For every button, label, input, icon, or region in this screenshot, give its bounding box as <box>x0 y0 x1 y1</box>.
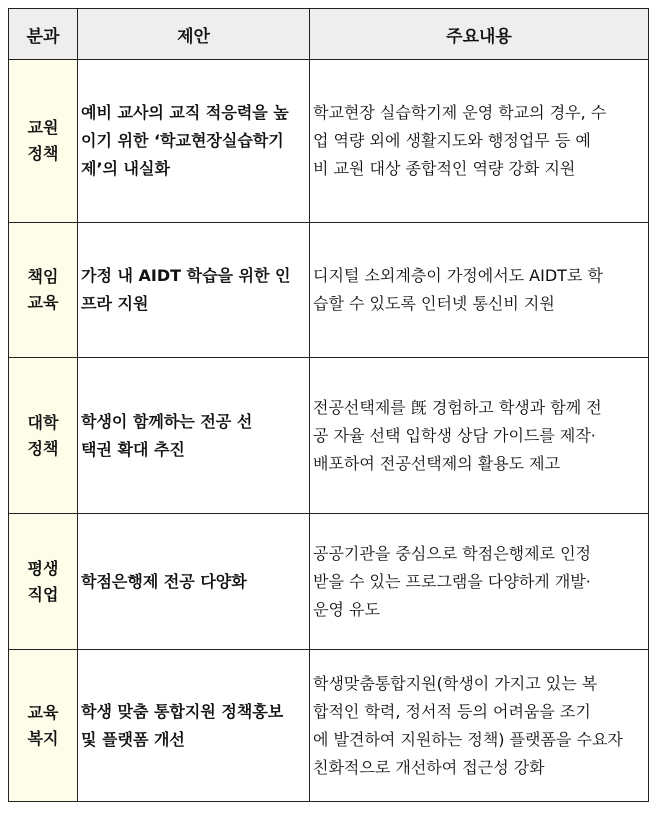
table-row <box>9 60 649 223</box>
table-header-row <box>9 9 649 60</box>
category-cell: 교원 정책 <box>9 60 78 223</box>
category-cell: 평생 직업 <box>9 514 78 650</box>
header-proposal: 제안 <box>78 9 310 60</box>
table-row <box>9 358 649 514</box>
proposal-cell: 학생 맞춤 통합지원 정책홍보 및 플랫폼 개선 <box>78 650 310 802</box>
header-category: 분과 <box>9 9 78 60</box>
table-row <box>9 514 649 650</box>
header-content: 주요내용 <box>310 9 649 60</box>
category-cell: 교육 복지 <box>9 650 78 802</box>
proposal-cell: 학점은행제 전공 다양화 <box>78 514 310 650</box>
category-cell: 책임 교육 <box>9 223 78 358</box>
table-row <box>9 650 649 802</box>
table-row <box>9 223 649 358</box>
category-cell: 대학 정책 <box>9 358 78 514</box>
content-cell: 학생맞춤통합지원(학생이 가지고 있는 복 합적인 학력, 정서적 등의 어려움을 조기 에 발견하여 지원하는 정책) 플랫폼을 수요자 친화적으로 개선하여 접근성 강화 <box>310 650 649 802</box>
proposal-cell: 가정 내 AIDT 학습을 위한 인 프라 지원 <box>78 223 310 358</box>
content-cell: 디지털 소외계층이 가정에서도 AIDT로 학 습할 수 있도록 인터넷 통신비 지원 <box>310 223 649 358</box>
content-cell: 학교현장 실습학기제 운영 학교의 경우, 수 업 역량 외에 생활지도와 행정업무 등 예 비 교원 대상 종합적인 역량 강화 지원 <box>310 60 649 223</box>
proposal-table <box>8 8 649 802</box>
proposal-cell: 예비 교사의 교직 적응력을 높 이기 위한 ‘학교현장실습학기 제’의 내실화 <box>78 60 310 223</box>
proposal-cell: 학생이 함께하는 전공 선 택권 확대 추진 <box>78 358 310 514</box>
content-cell: 공공기관을 중심으로 학점은행제로 인정 받을 수 있는 프로그램을 다양하게 개발· 운영 유도 <box>310 514 649 650</box>
content-cell: 전공선택제를 旣 경험하고 학생과 함께 전 공 자율 선택 입학생 상담 가이드를 제작· 배포하여 전공선택제의 활용도 제고 <box>310 358 649 514</box>
